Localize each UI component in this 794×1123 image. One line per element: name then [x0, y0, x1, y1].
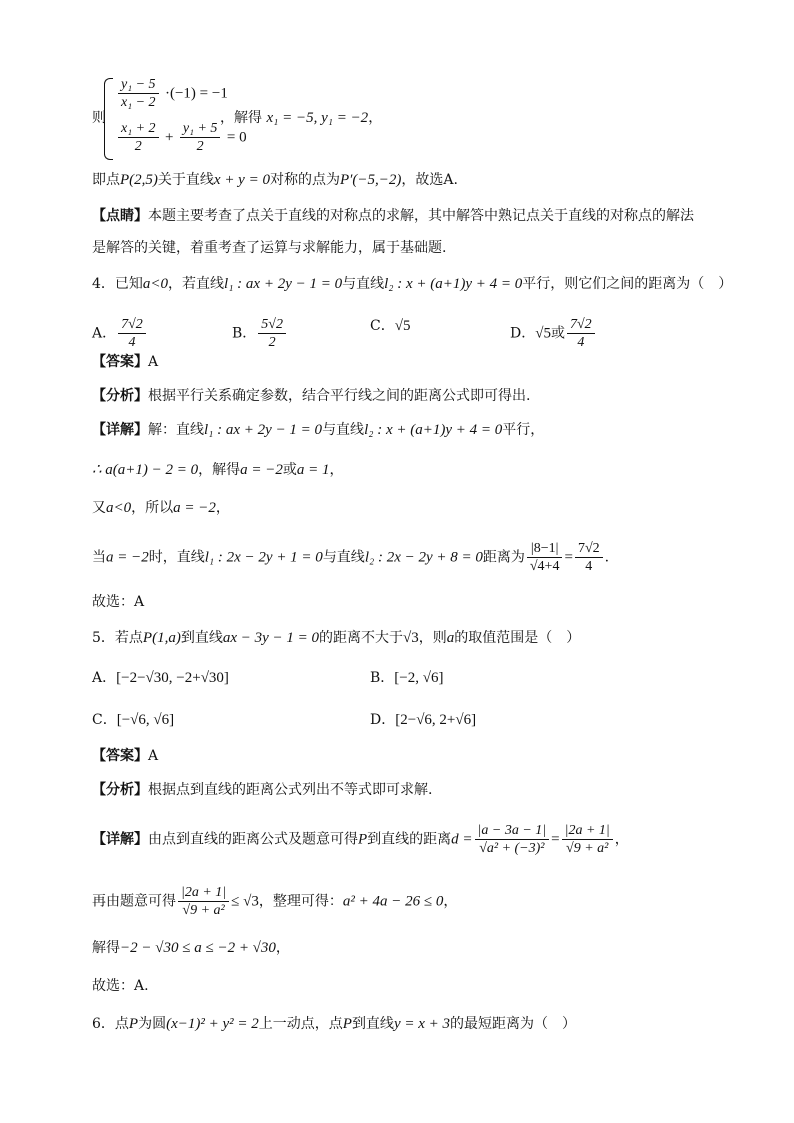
q4-xj4-d: 距离为: [482, 549, 525, 566]
q5-xj2-m1: ≤ √3: [231, 893, 259, 910]
conclusion-line: [92, 170, 458, 190]
q6-math-1: P: [128, 1016, 139, 1032]
dianjing-line-1: [92, 206, 694, 226]
q5-xj2-frac-den: √9 + a²: [182, 903, 225, 918]
q5-option-a[interactable]: [92, 668, 229, 688]
q4-xj2-m3: a = 1: [296, 462, 330, 478]
q4-xj2-c: ，: [329, 462, 344, 478]
q4-opt-b-den: 2: [268, 335, 276, 350]
q4-opt-d-frac: [567, 316, 595, 351]
q5-answer-value: A: [148, 748, 159, 764]
q5-xj1-frac-2: [562, 822, 613, 857]
q4-opt-d-label: D．: [510, 325, 536, 342]
q4-xj4-m3: l₂ : 2x − 2y + 8 = 0: [364, 549, 483, 566]
q5-text-e: 的取值范围是（ ）: [454, 630, 581, 646]
eq2-num-1: x₁ + 2: [118, 120, 159, 138]
q5-xj3-m1: −2 − √30 ≤ a ≤ −2 + √30: [120, 940, 276, 956]
q5-opt-a-math: [−2−√30, −2+√30]: [116, 670, 229, 686]
q4-xj1-a: 解：直线: [148, 422, 204, 438]
q4-detail-3: [92, 498, 230, 518]
q4-xj3-b: ，所以: [131, 500, 174, 516]
q4-xj1-m2: l₂ : x + (a+1)y + 4 = 0: [364, 422, 503, 438]
q5-text-d: ，则: [418, 630, 447, 646]
q5-xj2-frac-num: |2a + 1|: [178, 884, 229, 902]
q5-option-c[interactable]: [92, 710, 174, 730]
q4-detail-2: [92, 460, 344, 480]
q4-xj1-m1: l₁ : ax + 2y − 1 = 0: [204, 422, 323, 438]
q5-opt-c-math: [−√6, √6]: [116, 712, 175, 728]
q5-xj2-b: ，整理可得：: [258, 893, 343, 910]
q4-guxuan: 故选：A: [92, 594, 145, 610]
eq2-den-2: 2: [196, 139, 204, 154]
dianjing-line-2: [92, 238, 446, 258]
q6-text-a: 6．点: [92, 1016, 129, 1032]
q4-xiangjie-tag: 【详解】: [92, 422, 148, 438]
q4-xj2-a: ，解得: [198, 462, 241, 478]
q4-opt-d-or: 或: [550, 325, 565, 342]
q4-opt-c-math: √5: [394, 318, 411, 334]
q4-xj1-c: 平行，: [502, 422, 545, 438]
q5-opt-b-math: [−2, √6]: [394, 670, 444, 686]
dianjing-text-2: 是解答的关键，着重考查了运算与求解能力，属于基础题.: [92, 240, 447, 256]
q6-stem: [92, 1014, 576, 1034]
c-text-a: 即点: [92, 172, 120, 188]
q5-detail-1: [92, 822, 629, 857]
q4-xj4-eq: =: [564, 549, 573, 566]
q5-text-b: 到直线: [180, 630, 223, 646]
q5-xj1-frac-1: [475, 822, 550, 857]
q4-math-2: l₁ : ax + 2y − 1 = 0: [224, 276, 343, 292]
q6-math-3: P: [342, 1016, 352, 1032]
q4-xj2-m1: ∴ a(a+1) − 2 = 0: [92, 462, 199, 478]
q5-fenxi-text: 根据点到直线的距离公式列出不等式即可求解.: [148, 782, 433, 798]
c-math-3: P′(−5,−2): [339, 172, 402, 188]
q4-opt-c-label: C．: [370, 318, 395, 334]
q4-answer: [92, 352, 158, 372]
eq2-rest: = 0: [226, 129, 247, 146]
q5-detail-3: [92, 938, 290, 958]
q5-fenxi-tag: 【分析】: [92, 782, 148, 798]
q5-answer-tag: 【答案】: [92, 748, 148, 764]
q4-xj4-frac-den: √4+4: [529, 559, 560, 574]
q4-math-3: l₂ : x + (a+1)y + 4 = 0: [384, 276, 523, 292]
q5-xj1-end: ，: [614, 831, 629, 848]
q5-xj3-a: 解得: [92, 940, 120, 956]
q4-opt-a-num: 7√2: [118, 316, 146, 334]
c-text-b: 关于直线: [157, 172, 214, 188]
equation-1: [116, 76, 228, 111]
q4-answer-tag: 【答案】: [92, 354, 148, 370]
q4-opt-a-frac: [118, 316, 146, 351]
q5-option-d[interactable]: [370, 710, 476, 730]
q4-math-1: a<0: [142, 276, 169, 292]
q4-xj4-frac2-den: 4: [585, 559, 593, 574]
q6-text-e: 的最短距离为（ ）: [450, 1016, 576, 1032]
q5-math-2: ax − 3y − 1 = 0: [222, 630, 320, 646]
q6-text-d: 到直线: [351, 1016, 394, 1032]
dianjing-tag: 【点睛】: [92, 208, 148, 224]
q5-opt-d-math: [2−√6, 2+√6]: [395, 712, 477, 728]
q4-detail-4: [92, 540, 609, 575]
q4-option-a[interactable]: [92, 316, 148, 351]
q4-xj3-c: ，: [215, 500, 230, 516]
q4-opt-b-frac: [258, 316, 286, 351]
q4-stem: [92, 274, 732, 294]
q4-xj4-frac-num: |8−1|: [527, 540, 563, 558]
q4-choose: [92, 592, 144, 612]
q5-guxuan: 故选：A.: [92, 978, 149, 994]
eq1-num: y₁ − 5: [118, 76, 159, 94]
q5-xj1-eq: =: [551, 831, 560, 848]
q6-math-4: y = x + 3: [393, 1016, 450, 1032]
ze-text: 则: [92, 110, 106, 126]
q5-xj2-c: ，: [443, 893, 458, 910]
solve-end: ，: [368, 110, 383, 126]
q4-xj3-m2: a = −2: [173, 500, 216, 516]
q5-xj1-m1: P: [358, 831, 368, 848]
q4-xj3-a: 又: [92, 500, 106, 516]
equation-brace: [104, 78, 113, 160]
q5-opt-a-label: A．: [92, 670, 117, 686]
q5-stem: [92, 628, 580, 648]
q5-option-b[interactable]: [370, 668, 443, 688]
q4-text-d: 平行，则它们之间的距离为（ ）: [522, 276, 733, 292]
q5-xj1-frac1-den: √a² + (−3)²: [479, 841, 545, 856]
q5-analysis: [92, 780, 432, 800]
q5-xj1-m2: d =: [451, 831, 473, 848]
eq1-rest: ·(−1) = −1: [164, 85, 228, 102]
q6-math-2: (x−1)² + y² = 2: [166, 1016, 259, 1032]
q4-xj4-c: 与直线: [322, 549, 365, 566]
q6-text-c: 上一动点，点: [258, 1016, 343, 1032]
q5-answer: [92, 746, 158, 766]
c-text-d: ，故选A.: [401, 172, 458, 188]
q5-math-4: a: [446, 630, 455, 646]
q4-xj4-frac2-num: 7√2: [575, 540, 603, 558]
q5-opt-d-label: D．: [370, 712, 396, 728]
q5-choose: [92, 976, 149, 996]
q4-xj4-m2: l₁ : 2x − 2y + 1 = 0: [204, 549, 323, 566]
q4-opt-d-den: 4: [577, 335, 585, 350]
q4-fenxi-tag: 【分析】: [92, 388, 148, 404]
q4-xj4-frac-2: [575, 540, 603, 575]
q5-xj1-frac2-num: |2a + 1|: [562, 822, 613, 840]
q5-opt-b-label: B．: [370, 670, 395, 686]
q4-opt-a-den: 4: [128, 335, 136, 350]
q5-detail-2: [92, 884, 457, 919]
q4-xj2-m2: a = −2: [240, 462, 283, 478]
q5-opt-c-label: C．: [92, 712, 117, 728]
q4-text-a: 4．已知: [92, 276, 143, 292]
eq2-plus: +: [164, 129, 174, 146]
c-math-1: P(2,5): [120, 172, 158, 188]
q4-option-d[interactable]: [510, 316, 597, 351]
q4-opt-d-math: √5: [535, 325, 551, 342]
q4-xj4-m1: a = −2: [106, 549, 149, 566]
q4-opt-d-num: 7√2: [567, 316, 595, 334]
q4-opt-a-label: A．: [92, 325, 117, 342]
q4-option-b[interactable]: [232, 316, 288, 351]
q5-text-c: 的距离不大于: [319, 630, 404, 646]
q5-text-a: 5．若点: [92, 630, 143, 646]
eq1-den: x₁ − 2: [121, 95, 156, 110]
q4-xj4-b: 时，直线: [148, 549, 205, 566]
q4-answer-value: A: [148, 354, 159, 370]
c-text-c: 对称的点为: [269, 172, 340, 188]
q5-math-3: √3: [403, 630, 419, 646]
q5-xj1-b: 到直线的距离: [367, 831, 452, 848]
q4-analysis: [92, 386, 530, 406]
q4-xj3-m1: a<0: [106, 500, 132, 516]
eq2-fraction-2: [180, 120, 221, 155]
q5-xiangjie-tag: 【详解】: [92, 831, 148, 848]
eq2-den-1: 2: [134, 139, 142, 154]
dianjing-text-1: 本题主要考查了点关于直线的对称点的求解，其中解答中熟记点关于直线的对称点的解法: [148, 208, 694, 224]
solve-line: [220, 108, 382, 128]
c-math-2: x + y = 0: [213, 172, 270, 188]
q5-xj2-m2: a² + 4a − 26 ≤ 0: [342, 893, 444, 910]
eq1-fraction: [118, 76, 159, 111]
q4-option-c[interactable]: [370, 316, 410, 336]
q4-opt-b-num: 5√2: [258, 316, 286, 334]
q4-text-b: ，若直线: [168, 276, 225, 292]
q4-fenxi-text: 根据平行关系确定参数，结合平行线之间的距离公式即可得出.: [148, 388, 531, 404]
q4-xj4-a: 当: [92, 549, 106, 566]
q5-xj1-frac1-num: |a − 3a − 1|: [475, 822, 550, 840]
q6-text-b: 为圆: [138, 1016, 167, 1032]
q4-text-c: 与直线: [342, 276, 385, 292]
q5-math-1: P(1,a): [142, 630, 181, 646]
q5-xj1-frac2-den: √9 + a²: [566, 841, 609, 856]
q4-xj1-b: 与直线: [322, 422, 365, 438]
q5-xj1-a: 由点到直线的距离公式及题意可得: [148, 831, 358, 848]
solve-text: ，解得: [220, 110, 262, 126]
eq2-fraction-1: [118, 120, 159, 155]
q4-detail-1: [92, 420, 544, 440]
q4-xj4-end: .: [604, 549, 610, 566]
q5-xj2-frac: [178, 884, 229, 919]
solve-math: x₁ = −5, y₁ = −2: [266, 110, 369, 126]
q4-xj2-b: 或: [282, 462, 297, 478]
q5-xj2-a: 再由题意可得: [92, 893, 176, 910]
q4-xj4-frac: [527, 540, 563, 575]
eq2-num-2: y₁ + 5: [180, 120, 221, 138]
q5-xj3-b: ，: [275, 940, 290, 956]
q4-opt-b-label: B．: [232, 325, 257, 342]
